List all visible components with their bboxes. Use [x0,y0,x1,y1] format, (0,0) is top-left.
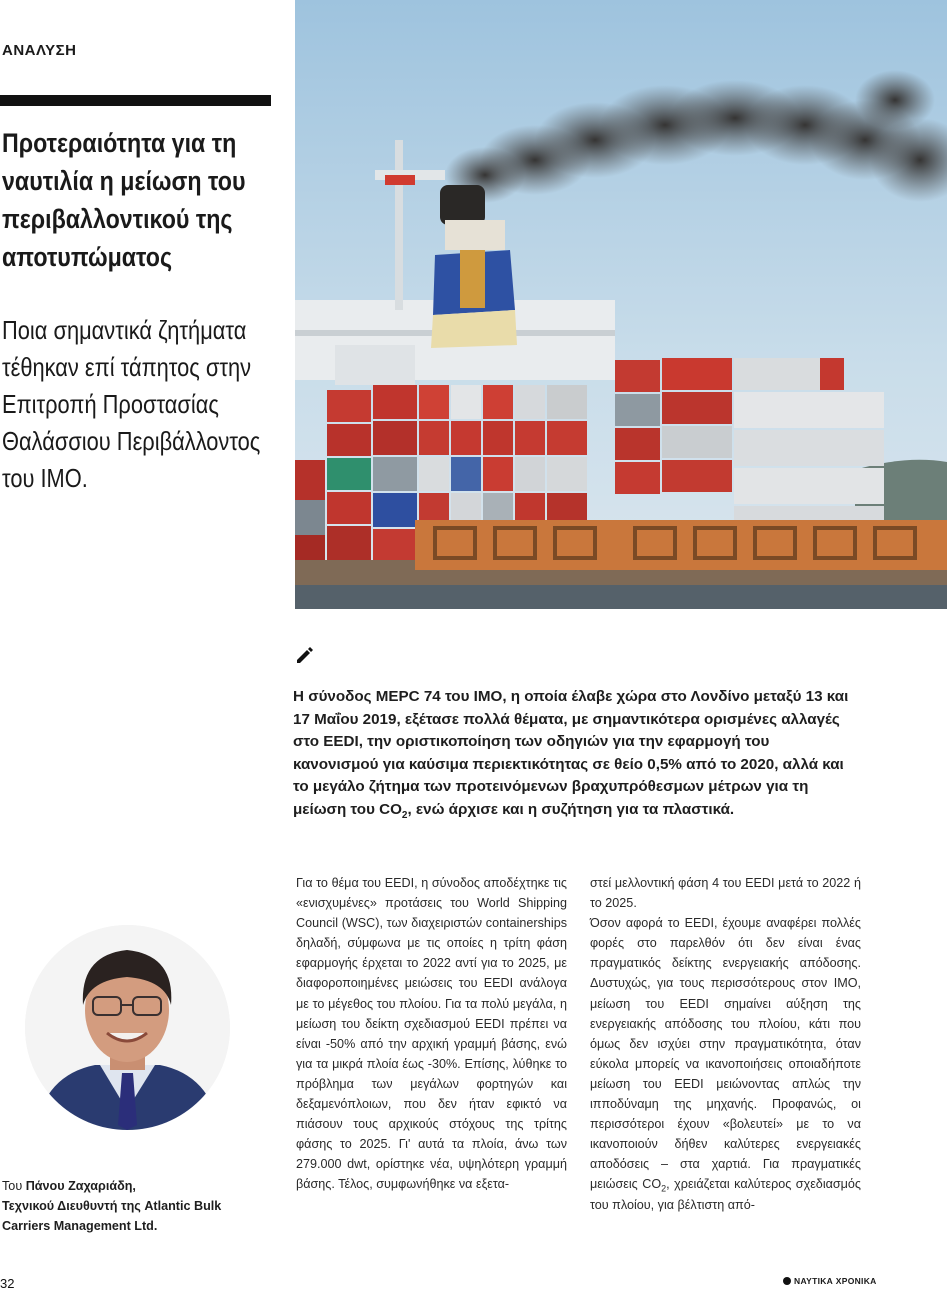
author-portrait [25,925,230,1130]
body-paragraph: Για το θέμα του EEDI, η σύνοδος αποδέχτηκε τις «ενισχυμένες» προτάσεις του World Shipping Council (WSC), των διαχειριστών containerships δηλαδή, σύμφωνα με τις οποίες η τρίτη φάση εφαρμογής έρχεται το 2022 αντί για το 2025, με διαφοροποιημένες μειώσεις του EEDI ανάλογα με το μέγεθος του πλοίου. Για τα πολύ μεγάλα, η μείωση του δείκτη σχεδιασμού EEDI πρέπει να είναι -50% από την αρχική γραμμή βάσης, ενώ για τα μικρά πλοία έως -30%. Επίσης, λύθηκε το πρόβλημα των μεγάλων φορτηγών και δεξαμενόπλοιων, που δεν ήταν εφικτό να πιάσουν τους αρχικούς στόχους της τρίτης φάσης το 2025. Γι' αυτά τα πλοία, άνω των 279.000 dwt, ορίστηκε νέα, υψηλότερη γραμμή βάσης. Τέλος, συμφωνήθηκε να εξετα- [296,876,567,1192]
body-column-2 [590,873,861,1215]
headline: Προτεραιότητα για τη ναυτιλία η μείωση του περιβαλλοντικού της αποτυπώματος [2,128,246,272]
container-ship-photo [295,0,947,609]
pencil-icon [294,645,314,665]
publication-logo-icon [783,1277,791,1285]
section-label: ΑΝΑΛΥΣΗ [2,42,77,59]
author-byline: Του Πάνου Ζαχαριάδη, Τεχνικού Διευθυντή της Atlantic Bulk Carriers Management Ltd. [2,1179,222,1233]
page-number: 32 [0,1276,15,1291]
body-paragraph: στεί μελλοντική φάση 4 του EEDI μετά το 2022 ή το 2025. [590,876,861,911]
body-paragraph: Όσον αφορά το EEDI, έχουμε αναφέρει πολλές φορές στο παρελθόν ότι δεν είναι ένας πραγματικός δείκτης ενεργειακής απόδοσης. Δυστυχώς, για τους περισσότερους στον IMO, μείωση του EEDI σημαίνει αύξηση της ενεργειακής απόδοσης του πλοίου, κάτι που όμως δεν ισχύει στην πραγματικότητα, όταν εύκολα μπορείς να ικανοποιήσεις οποιαδήποτε μείωση του EEDI μειώνοντας απλώς την ιπποδύναμη της μηχανής. Προφανώς, οι περισσότεροι έχουν «βολευτεί» με το να ικανοποιούν δήθεν καλύτερες ενεργειακές αποδόσεις – στα χαρτιά. Για πραγματικές μειώσεις $CO_2$, χρειάζεται καλύτερος σχεδιασμός του πλοίου, για βέλτιστη από- [590,916,861,1212]
section-rule [0,95,271,106]
subheadline: Ποια σημαντικά ζητήματα τέθηκαν επί τάπητος στην Επιτροπή Προστασίας Θαλάσσιου Περιβάλλοντος του ΙΜΟ. [2,315,261,493]
lead-paragraph: Η σύνοδος MEPC 74 του IMO, η οποία έλαβε χώρα στο Λονδίνο μεταξύ 13 και 17 Μαΐου 2019, εξέτασε πολλά θέματα, με σημαντικότερα ορισμένες αλλαγές στο EEDI, την οριστικοποίηση των οδηγιών για την εφαρμογή του κανονισμού για καύσιμα περιεκτικότητας σε θείο 0,5% από το 2020, αλλά και το μεγάλο ζήτημα των προτεινόμενων βραχυπρόθεσμων μέτρων για τη μείωση του $CO_2$, ενώ άρχισε και η συζήτηση για τα πλαστικά. [293,688,849,821]
publication-name: ΝΑΥΤΙΚΑ ΧΡΟΝΙΚΑ [794,1276,877,1286]
publication-footer [783,1276,877,1286]
body-column-1 [296,873,567,1195]
